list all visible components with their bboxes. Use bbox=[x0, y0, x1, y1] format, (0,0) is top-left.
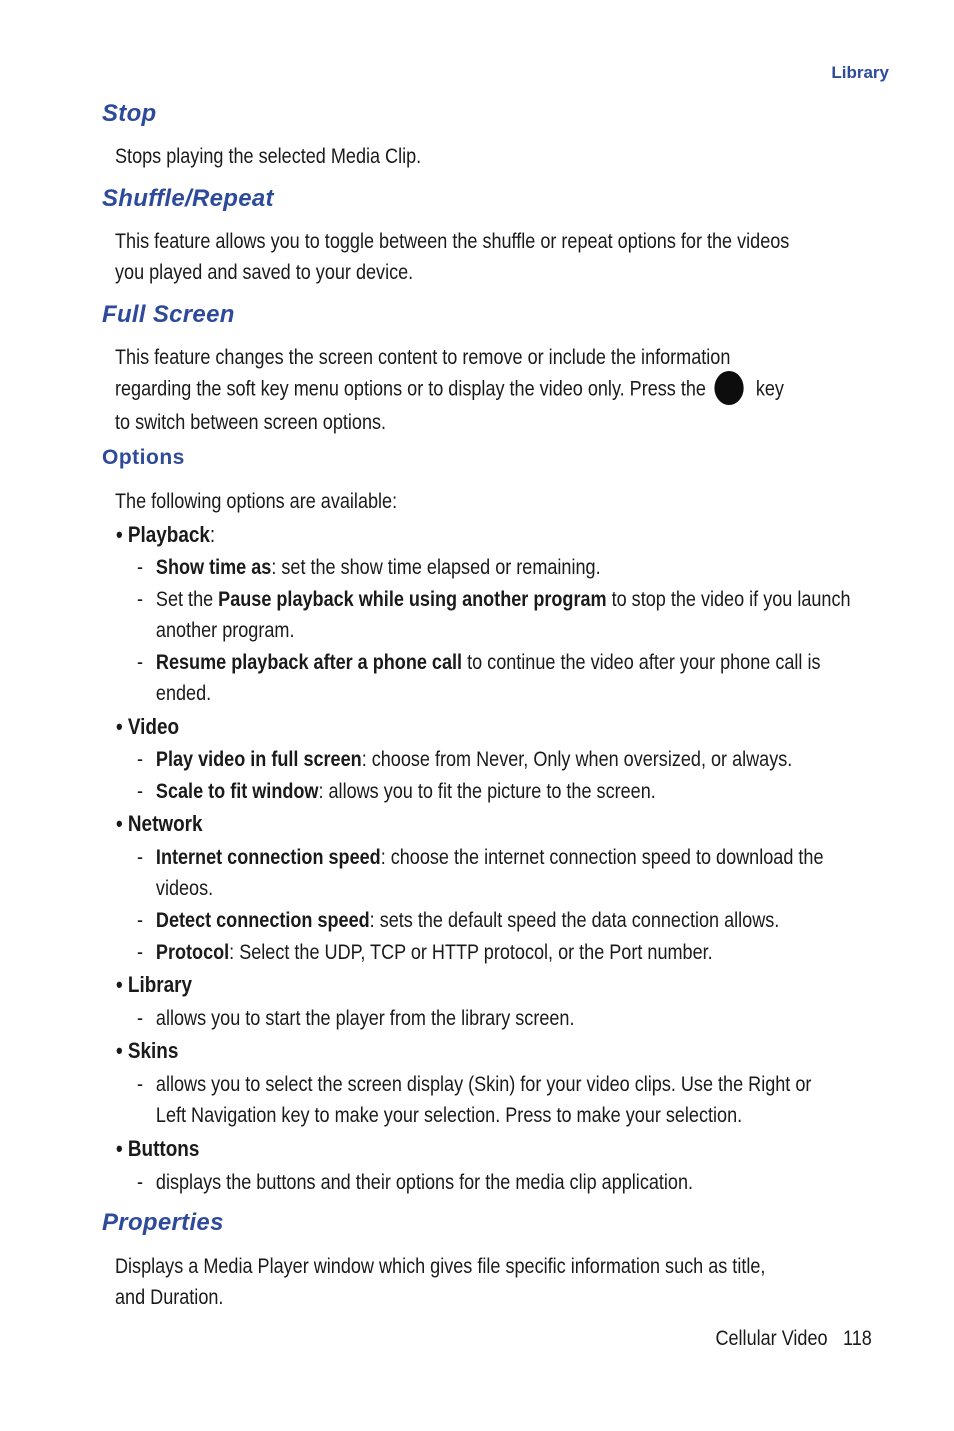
full-screen-line-1: This feature changes the screen content to remove or include the information bbox=[115, 346, 731, 369]
bullet-skins: • Skins bbox=[116, 1038, 179, 1063]
full-screen-description bbox=[115, 342, 889, 438]
option-name: Play video in full screen bbox=[155, 748, 362, 771]
heading-properties: Properties bbox=[102, 1209, 224, 1236]
skins-item bbox=[137, 1069, 911, 1131]
list-dash: - bbox=[137, 1171, 144, 1194]
option-desc: : choose the internet connection speed to download the bbox=[380, 846, 824, 869]
full-screen-line-3: to switch between screen options. bbox=[115, 411, 387, 434]
list-dash: - bbox=[137, 846, 144, 869]
option-desc: : Select the UDP, TCP or HTTP protocol, or the Port number. bbox=[229, 941, 713, 964]
option-desc: allows you to start the player from the library screen. bbox=[155, 1007, 575, 1030]
bullet-library: • Library bbox=[116, 972, 193, 997]
bullet-video: • Video bbox=[116, 714, 180, 739]
properties-description bbox=[115, 1251, 889, 1313]
network-item-detect bbox=[137, 905, 911, 936]
page-footer bbox=[716, 1327, 872, 1351]
option-pre: Set the bbox=[155, 588, 219, 611]
heading-shuffle-repeat: Shuffle/Repeat bbox=[102, 185, 274, 212]
full-screen-key-word: key bbox=[755, 377, 784, 401]
option-desc-cont: another program. bbox=[155, 619, 295, 642]
option-desc: to stop the video if you launch bbox=[606, 588, 851, 611]
shuffle-line-1: This feature allows you to toggle between the shuffle or repeat options for the videos bbox=[115, 230, 790, 253]
heading-stop: Stop bbox=[102, 100, 157, 127]
bullet-playback-colon: : bbox=[209, 522, 216, 547]
properties-line-2: and Duration. bbox=[115, 1286, 224, 1309]
playback-item-show-time bbox=[137, 552, 911, 583]
list-dash: - bbox=[137, 909, 144, 932]
option-desc: : allows you to fit the picture to the screen. bbox=[318, 780, 656, 803]
bullet-network: • Network bbox=[116, 811, 203, 836]
option-name: Detect connection speed bbox=[155, 909, 370, 932]
option-desc: : sets the default speed the data connection allows. bbox=[369, 909, 780, 932]
option-desc-cont: ended. bbox=[155, 682, 212, 705]
option-name: Internet connection speed bbox=[155, 846, 381, 869]
shuffle-line-2: you played and saved to your device. bbox=[115, 261, 414, 284]
option-name: Show time as bbox=[155, 556, 272, 579]
list-dash: - bbox=[137, 588, 144, 611]
option-name: Resume playback after a phone call bbox=[155, 651, 463, 674]
running-header: Library bbox=[831, 63, 889, 82]
list-dash: - bbox=[137, 556, 144, 579]
network-item-speed bbox=[137, 842, 911, 904]
network-item-protocol bbox=[137, 937, 911, 968]
option-desc-cont: videos. bbox=[155, 877, 214, 900]
option-desc: allows you to select the screen display (Skin) for your video clips. Use the Right or bbox=[155, 1073, 812, 1096]
option-name: Scale to fit window bbox=[155, 780, 319, 803]
list-dash: - bbox=[137, 941, 144, 964]
full-screen-line-2-text: regarding the soft key menu options or to display the video only. Press the bbox=[115, 377, 706, 401]
full-screen-line-2 bbox=[115, 373, 889, 407]
video-item-scale bbox=[137, 776, 911, 807]
option-name: Pause playback while using another program bbox=[218, 588, 607, 611]
option-desc: to continue the video after your phone call is bbox=[462, 651, 821, 674]
option-name: Protocol bbox=[155, 941, 230, 964]
list-dash: - bbox=[137, 748, 144, 771]
footer-chapter: Cellular Video bbox=[715, 1327, 828, 1350]
library-item bbox=[137, 1003, 911, 1034]
list-dash: - bbox=[137, 780, 144, 803]
bullet-playback bbox=[116, 522, 215, 548]
video-item-full-screen bbox=[137, 744, 911, 775]
options-intro: The following options are available: bbox=[115, 490, 398, 513]
shuffle-description bbox=[115, 226, 889, 288]
center-key-icon bbox=[715, 371, 744, 405]
option-desc: : set the show time elapsed or remaining. bbox=[271, 556, 601, 579]
option-desc: : choose from Never, Only when oversized, or always. bbox=[361, 748, 793, 771]
playback-item-resume bbox=[137, 647, 911, 709]
buttons-item bbox=[137, 1167, 911, 1198]
playback-item-pause bbox=[137, 584, 911, 646]
heading-full-screen: Full Screen bbox=[102, 301, 235, 328]
stop-description: Stops playing the selected Media Clip. bbox=[115, 145, 422, 168]
properties-line-1: Displays a Media Player window which gives file specific information such as title, bbox=[115, 1255, 766, 1278]
option-desc: displays the buttons and their options for the media clip application. bbox=[155, 1171, 694, 1194]
bullet-playback-label: • Playback bbox=[116, 522, 210, 547]
list-dash: - bbox=[137, 1073, 144, 1096]
bullet-buttons: • Buttons bbox=[116, 1136, 200, 1161]
heading-options: Options bbox=[102, 446, 185, 469]
option-desc-cont: Left Navigation key to make your selection. Press to make your selection. bbox=[155, 1104, 743, 1127]
page-number: 118 bbox=[843, 1327, 872, 1350]
list-dash: - bbox=[137, 1007, 144, 1030]
list-dash: - bbox=[137, 651, 144, 674]
